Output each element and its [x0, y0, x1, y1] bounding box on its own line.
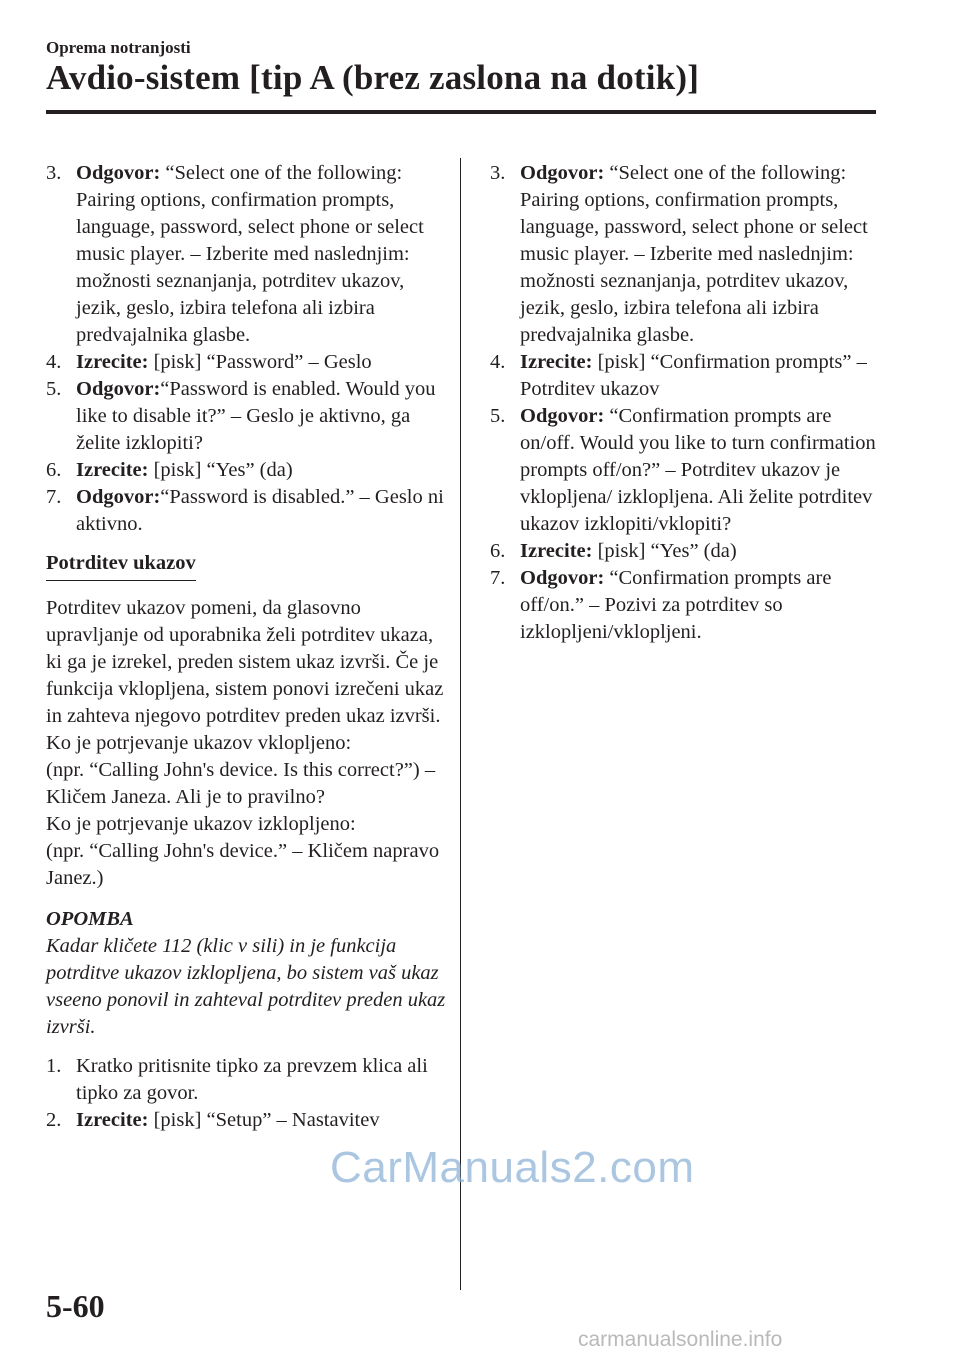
step-label: Odgovor:: [520, 567, 605, 589]
section-label: Oprema notranjosti: [46, 38, 191, 57]
step-3: [490, 160, 890, 349]
step-1: [46, 1053, 446, 1107]
paragraph-line: Ko je potrjevanje ukazov izklopljeno:: [46, 813, 356, 835]
paragraph-line: Potrditev ukazov pomeni, da glasovno upravljanje od uporabnika želi potrditev ukaza, ki ga je izrekel, preden sistem ukaz izvrši. Če je funkcija vklopljena, sistem ponovi izrečeni ukaz in zahteva njegovo potrditev preden ukaz izvrši.: [46, 597, 444, 727]
step-4: [490, 349, 890, 403]
step-number: 2.: [46, 1109, 62, 1131]
page-number: 5-60: [46, 1288, 105, 1324]
step-label: Izrecite:: [76, 459, 149, 481]
step-number: 4.: [46, 351, 62, 373]
step-label: Odgovor:: [76, 378, 161, 400]
column-divider: [460, 158, 461, 1290]
step-text: [pisk] “Confirmation prompts” – Potrditev ukazov: [520, 351, 867, 400]
step-number: 4.: [490, 351, 506, 373]
step-text: “Password is enabled. Would you like to disable it?” – Geslo je aktivno, ga želite izklopiti?: [76, 378, 436, 454]
header-rule: [46, 110, 876, 114]
step-label: Odgovor:: [520, 162, 605, 184]
step-text: [pisk] “Setup” – Nastavitev: [148, 1109, 380, 1131]
step-text: “Select one of the following: Pairing options, confirmation prompts, language, password, select phone or select music player. – Izberite med naslednjim: možnosti seznanjanja, potrditev ukazov, jezik, geslo, izbira telefona ali izbira predvajalnika glasbe.: [76, 162, 424, 346]
description-paragraph: [46, 595, 446, 892]
step-label: Izrecite:: [520, 351, 593, 373]
step-number: 1.: [46, 1055, 62, 1077]
step-label: Izrecite:: [520, 540, 593, 562]
step-number: 5.: [490, 405, 506, 427]
step-number: 3.: [490, 162, 506, 184]
step-4: [46, 349, 446, 376]
step-text: Kratko pritisnite tipko za prevzem klica ali tipko za govor.: [76, 1055, 428, 1104]
step-number: 7.: [490, 567, 506, 589]
page-title: Avdio-sistem [tip A (brez zaslona na dotik)]: [46, 58, 700, 97]
note-title: OPOMBA: [46, 908, 134, 930]
step-6: [46, 457, 446, 484]
step-number: 5.: [46, 378, 62, 400]
step-number: 3.: [46, 162, 62, 184]
step-7: [46, 484, 446, 538]
note-body: Kadar kličete 112 (klic v sili) in je funkcija potrditve ukazov izklopljena, bo sistem vaš ukaz vseeno ponovil in zahteval potrditev preden ukaz izvrši.: [46, 935, 446, 1038]
step-text: [pisk] “Password” – Geslo: [148, 351, 372, 373]
step-text: “Confirmation prompts are on/off. Would you like to turn confirmation prompts off/on?” – Potrditev ukazov je vklopljena/ izklopljena. Ali želite potrditev ukazov izklopiti/vklopiti?: [520, 405, 876, 535]
step-7: [490, 565, 890, 646]
step-number: 7.: [46, 486, 62, 508]
step-label: Odgovor:: [520, 405, 605, 427]
step-label: Odgovor:: [76, 486, 161, 508]
right-column: [490, 160, 890, 646]
left-column: [46, 160, 446, 1134]
paragraph-line: Ko je potrjevanje ukazov vklopljeno:: [46, 732, 352, 754]
step-6: [490, 538, 890, 565]
watermark-logo: CarManuals2.com: [330, 1143, 695, 1192]
step-text: “Confirmation prompts are off/on.” – Pozivi za potrditev so izklopljeni/vklopljeni.: [520, 567, 832, 643]
step-label: Izrecite:: [76, 351, 149, 373]
step-number: 6.: [46, 459, 62, 481]
step-text: “Password is disabled.” – Geslo ni aktivno.: [76, 486, 444, 535]
subheading: Potrditev ukazov: [46, 550, 196, 581]
step-number: 6.: [490, 540, 506, 562]
step-text: [pisk] “Yes” (da): [148, 459, 293, 481]
step-label: Odgovor:: [76, 162, 161, 184]
step-3: [46, 160, 446, 349]
site-watermark: carmanualsonline.info: [578, 1328, 783, 1351]
step-text: [pisk] “Yes” (da): [592, 540, 737, 562]
step-2: [46, 1107, 446, 1134]
step-5: [490, 403, 890, 538]
step-5: [46, 376, 446, 457]
step-label: Izrecite:: [76, 1109, 149, 1131]
paragraph-line: (npr. “Calling John's device.” – Kličem napravo Janez.): [46, 840, 440, 889]
paragraph-line: (npr. “Calling John's device. Is this correct?”) – Kličem Janeza. Ali je to pravilno?: [46, 759, 436, 808]
step-text: “Select one of the following: Pairing options, confirmation prompts, language, password, select phone or select music player. – Izberite med naslednjim: možnosti seznanjanja, potrditev ukazov, jezik, geslo, izbira telefona ali izbira predvajalnika glasbe.: [520, 162, 868, 346]
